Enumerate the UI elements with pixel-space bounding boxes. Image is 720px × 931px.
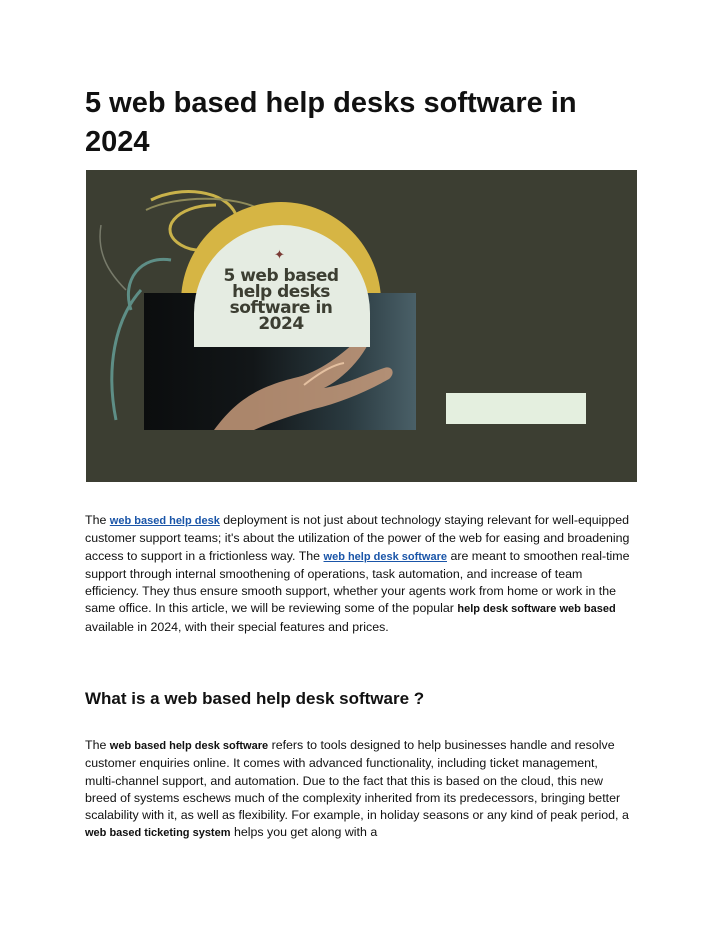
page-title: 5 web based help desks software in 2024 xyxy=(85,87,577,158)
sparkle-icon: ✦ xyxy=(274,247,285,262)
text: deployment is not just about technology staying relevant for well-equipped customer support teams; it's about the utilization of the power of the web for easing and broadening access to support in a frictionless way. The xyxy=(85,513,630,563)
hero-title xyxy=(196,268,366,332)
web-based-help-desk-link[interactable]: web based help desk xyxy=(109,515,220,527)
hero-title-line: software in xyxy=(229,298,333,318)
intro-paragraph xyxy=(85,512,630,636)
bold-text: help desk software web based xyxy=(457,603,616,616)
hero-title-line: 2024 xyxy=(258,314,304,334)
text: The xyxy=(85,738,110,752)
bold-text: web based ticketing system xyxy=(85,827,231,840)
text: are meant to smoothen real-time support through internal smoothening of operations, task automation, and increase of team efficiency. They thus ensure smooth support, whether your agents work from home or work in the same office. In this article, we will be reviewing some of the popular xyxy=(85,548,630,616)
web-help-desk-software-link[interactable]: web help desk software xyxy=(323,550,447,563)
text: The xyxy=(85,513,110,527)
text: available in 2024, with their special features and prices. xyxy=(85,619,389,634)
section-heading: What is a web based help desk software ? xyxy=(85,689,425,708)
text: refers to tools designed to help businesses handle and resolve customer enquiries online. It comes with advanced functionality, including ticket management, multi-channel support, and automation. Due to the fact that this is based on the cloud, this new breed of systems eschews much of the complexity inherited from its predecessors, bringing better scalability with it, as well as flexibility. For example, in holiday seasons or any kind of peak period, a xyxy=(85,738,629,823)
green-box xyxy=(446,393,586,424)
hero-image xyxy=(86,170,637,482)
hero-title-line: help desks xyxy=(232,282,330,302)
text: helps you get along with a xyxy=(230,825,378,840)
hero-title-line: 5 web based xyxy=(223,266,339,286)
section-paragraph xyxy=(85,737,630,843)
bold-text: web based help desk software xyxy=(109,740,269,752)
